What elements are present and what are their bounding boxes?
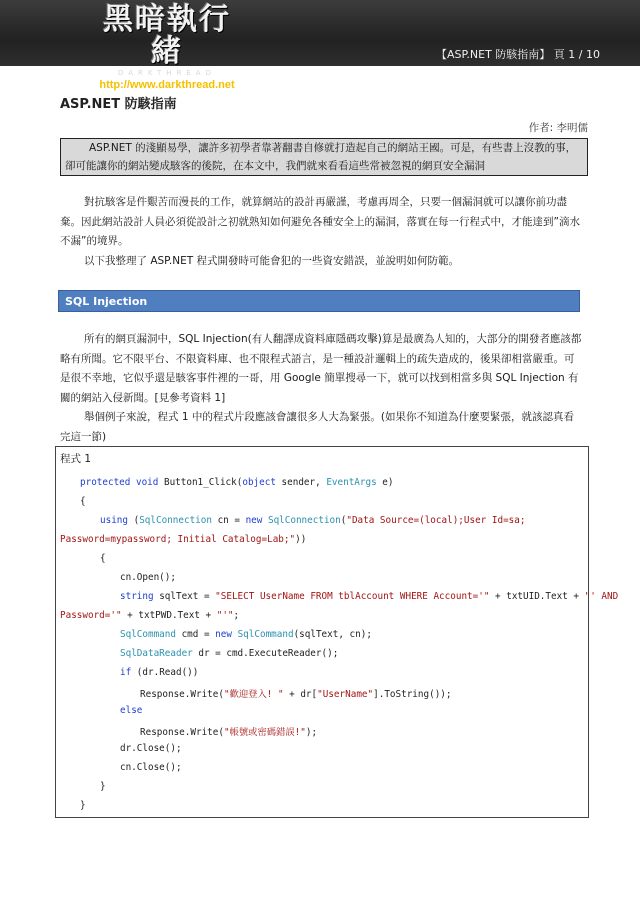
code-token: )) xyxy=(295,534,307,545)
code-token: else xyxy=(120,705,143,716)
code-token: "帳號或密碼錯誤!" xyxy=(223,727,306,738)
code-token: SqlCommand xyxy=(120,629,176,640)
intro-paragraph-2: 以下我整理了 ASP.NET 程式開發時可能會犯的一些資安錯誤，並說明如何防範。 xyxy=(84,255,459,267)
code-token: ( xyxy=(128,515,140,526)
code-token: new xyxy=(245,515,263,526)
code-line xyxy=(120,648,338,659)
code-token: Password='" xyxy=(60,610,122,621)
section-paragraph-2: 舉個例子來說，程式 1 中的程式片段應該會讓很多人大為緊張。(如果你不知道為什麼要緊張，就該認真看完這一節) xyxy=(60,411,574,443)
code-line xyxy=(60,534,306,545)
code-token: { xyxy=(80,496,86,507)
code-token: (dr.Read()) xyxy=(131,667,199,678)
code-token: SqlDataReader xyxy=(120,648,193,659)
code-line xyxy=(120,591,618,602)
code-token: { xyxy=(100,553,106,564)
code-token: string xyxy=(120,591,154,602)
logo-url[interactable]: http://www.darkthread.net xyxy=(99,79,235,91)
header-doc-info xyxy=(436,46,600,62)
code-listing-1 xyxy=(55,446,619,818)
code-token: dr = cmd.ExecuteReader(); xyxy=(192,648,339,659)
code-token: "歡迎登入! " xyxy=(223,689,284,700)
abstract-text: ASP.NET 的淺顯易學，讓許多初學者靠著翻書自修就打造起自己的網站王國。可是，有些書上沒教的事，卻可能讓你的網站變成駭客的後院，在本文中，我們就來看看這些常被忽視的網頁安全漏洞 xyxy=(65,142,577,172)
code-token: ; xyxy=(233,610,240,621)
code-token: void xyxy=(135,477,159,488)
page-indicator: 頁 1 / 10 xyxy=(553,48,600,61)
code-token: SqlConnection xyxy=(267,515,341,526)
code-line xyxy=(140,686,452,700)
code-token: Response.Write( xyxy=(140,727,224,738)
code-token: SqlCommand xyxy=(237,629,294,640)
code-token: cn = xyxy=(211,515,246,526)
code-caption: 程式 1 xyxy=(60,453,92,465)
code-line xyxy=(100,781,106,792)
code-token: ].ToString()); xyxy=(373,689,452,700)
logo-title: 黑暗執行緒 xyxy=(103,2,231,69)
section-heading-sql-injection: SQL Injection xyxy=(58,290,580,312)
author-line: 作者: 李明儒 xyxy=(528,122,588,134)
code-token: ); xyxy=(305,727,318,738)
code-token: cmd = xyxy=(175,629,216,640)
code-line xyxy=(120,705,142,716)
code-token: Button1_Click( xyxy=(158,477,243,488)
code-line xyxy=(120,629,372,640)
code-token: ( xyxy=(340,515,347,526)
code-token: "Data Source=(local);User Id=sa; xyxy=(346,515,526,526)
code-token: e) xyxy=(376,477,394,488)
code-token: object xyxy=(242,477,276,488)
header-banner xyxy=(0,0,640,91)
code-token: EventArgs xyxy=(326,477,377,488)
code-token: + txtUID.Text + xyxy=(489,591,585,602)
code-token: sender, xyxy=(275,477,327,488)
document-title: ASP.NET 防駭指南 xyxy=(60,97,177,112)
intro-paragraph-1: 對抗駭客是件艱苦而漫長的工作，就算網站的設計再嚴謹，考慮再周全，只要一個漏洞就可以讓你前功盡棄。因此網站設計人員必須從設計之初就熟知如何避免各種安全上的漏洞，落實在每一行程式中，才能達到”滴水不漏”的境界。 xyxy=(60,196,580,247)
section-paragraph-1: 所有的網頁漏洞中，SQL Injection(有人翻譯成資料庫隱碼攻擊)算是最廣為人知的，大部分的開發者應該都略有所聞。它不限平台、不限資料庫、也不限程式語言，是一種設計邏輯上的疏失造成的，後果卻相當嚴重。可是很不幸地，它似乎還是駭客事件裡的一哥，用 Google 簡單搜尋一下，就可以找到相當多與 SQL Injection 有關的網站入侵新聞。[見參考資料 1] xyxy=(60,333,582,404)
code-token: Password=mypassword; Initial Catalog=Lab;" xyxy=(60,534,296,545)
code-token: cn.Close(); xyxy=(120,762,182,773)
code-token: if xyxy=(120,667,132,678)
code-token: Response.Write( xyxy=(140,689,224,700)
code-token: + txtPWD.Text + xyxy=(121,610,217,621)
code-line xyxy=(120,762,182,773)
code-line xyxy=(80,800,86,811)
code-token: "'" xyxy=(216,610,234,621)
code-token: "SELECT UserName FROM tblAccount WHERE Account='" xyxy=(215,591,490,602)
code-line xyxy=(120,572,176,583)
code-token: "UserName" xyxy=(317,689,374,700)
code-token: dr.Close(); xyxy=(120,743,182,754)
logo-subtitle: DARKTHREAD xyxy=(118,69,216,77)
code-line xyxy=(100,553,106,564)
code-line xyxy=(120,667,198,678)
code-line xyxy=(80,496,86,507)
code-token: + dr[ xyxy=(283,689,318,700)
code-token: } xyxy=(100,781,106,792)
code-token: "' AND xyxy=(584,591,619,602)
code-line xyxy=(60,610,239,621)
doc-label: 【ASP.NET 防駭指南】 xyxy=(435,48,551,61)
code-token: new xyxy=(215,629,232,640)
code-token: (sqlText, cn); xyxy=(293,629,372,640)
site-logo[interactable] xyxy=(92,4,242,91)
code-token: cn.Open(); xyxy=(120,572,176,583)
code-token: sqlText = xyxy=(153,591,216,602)
code-line xyxy=(120,743,182,754)
code-line xyxy=(80,477,393,488)
code-token: SqlConnection xyxy=(139,515,212,526)
code-token: using xyxy=(100,515,128,526)
code-line xyxy=(100,515,525,526)
code-line xyxy=(140,724,317,738)
code-token: } xyxy=(80,800,86,811)
code-token: protected xyxy=(80,477,131,488)
abstract-box xyxy=(60,138,588,176)
